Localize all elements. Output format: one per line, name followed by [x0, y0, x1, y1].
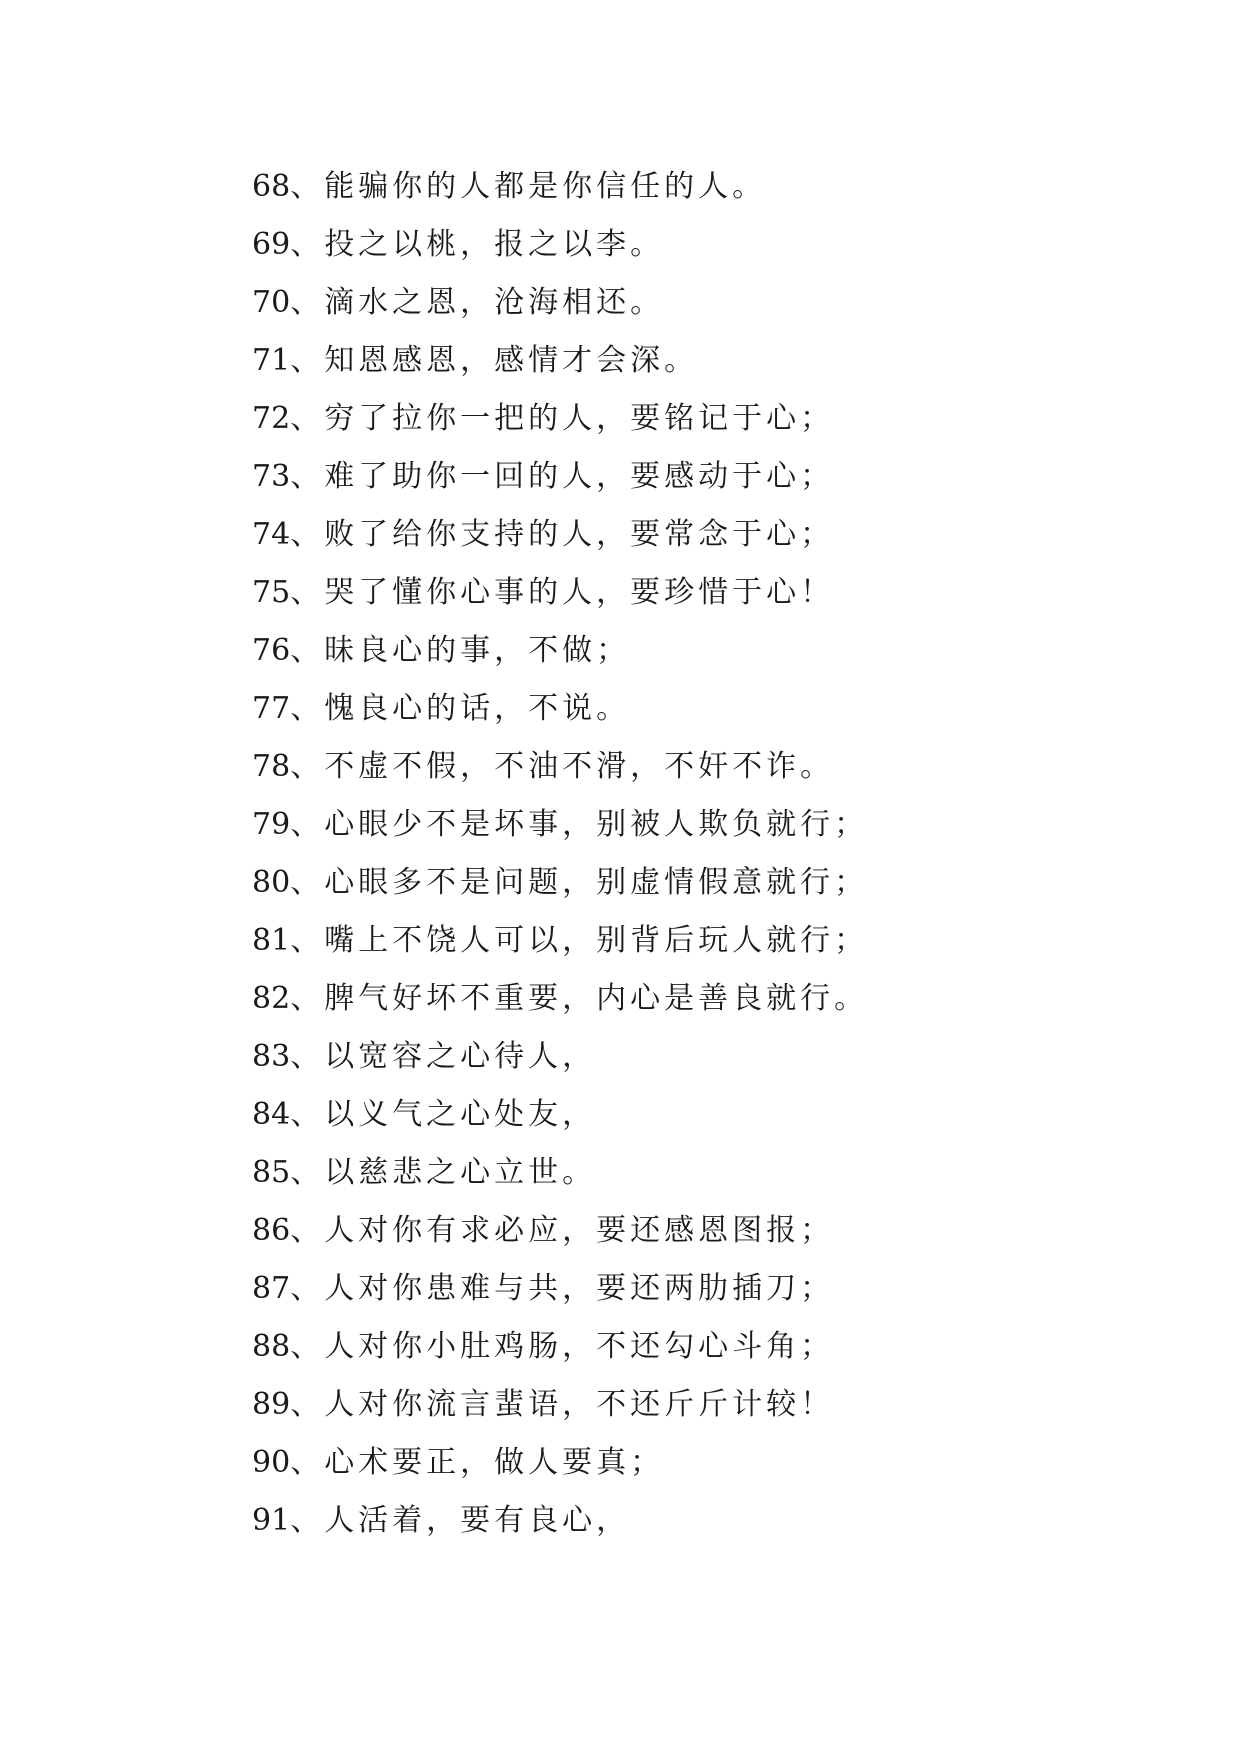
quote-number: 86 [252, 1213, 291, 1248]
quote-text: 投之以桃，报之以李。 [324, 227, 665, 262]
quote-line [252, 738, 868, 796]
quote-separator: 、 [290, 807, 325, 842]
quote-text: 以慈悲之心立世。 [324, 1155, 597, 1190]
quote-number: 76 [252, 633, 291, 668]
quote-line [252, 1492, 868, 1550]
quote-line [252, 1086, 868, 1144]
quote-separator: 、 [290, 1387, 325, 1422]
quote-separator: 、 [290, 691, 325, 726]
quote-separator: 、 [290, 923, 325, 958]
quote-separator: 、 [290, 575, 325, 610]
quote-number: 81 [252, 923, 291, 958]
quote-text: 穷了拉你一把的人，要铭记于心； [324, 401, 835, 436]
quote-number: 74 [252, 517, 291, 552]
quote-line [252, 216, 868, 274]
quote-separator: 、 [290, 981, 325, 1016]
quote-separator: 、 [290, 517, 325, 552]
quote-line [252, 158, 868, 216]
quote-number: 84 [252, 1097, 291, 1132]
quote-number: 72 [252, 401, 291, 436]
quote-line [252, 1434, 868, 1492]
quote-number: 91 [252, 1503, 291, 1538]
quote-line [252, 332, 868, 390]
quote-text: 难了助你一回的人，要感动于心； [324, 459, 835, 494]
quote-line [252, 680, 868, 738]
quote-separator: 、 [290, 285, 325, 320]
quote-text: 人对你患难与共，要还两肋插刀； [324, 1271, 835, 1306]
quote-text: 脾气好坏不重要，内心是善良就行。 [324, 981, 869, 1016]
quote-separator: 、 [290, 169, 325, 204]
quote-separator: 、 [290, 1329, 325, 1364]
quote-line [252, 854, 868, 912]
quote-number: 80 [252, 865, 291, 900]
quote-list [252, 158, 868, 1550]
quote-separator: 、 [290, 633, 325, 668]
quote-text: 人活着，要有良心， [324, 1503, 631, 1538]
quote-number: 70 [252, 285, 291, 320]
quote-separator: 、 [290, 1097, 325, 1132]
quote-line [252, 970, 868, 1028]
quote-separator: 、 [290, 459, 325, 494]
quote-number: 78 [252, 749, 291, 784]
quote-line [252, 622, 868, 680]
quote-text: 败了给你支持的人，要常念于心； [324, 517, 835, 552]
quote-number: 75 [252, 575, 291, 610]
quote-line [252, 448, 868, 506]
quote-number: 82 [252, 981, 291, 1016]
quote-text: 滴水之恩，沧海相还。 [324, 285, 665, 320]
quote-line [252, 564, 868, 622]
quote-text: 人对你有求必应，要还感恩图报； [324, 1213, 835, 1248]
quote-line [252, 912, 868, 970]
quote-line [252, 390, 868, 448]
quote-separator: 、 [290, 227, 325, 262]
quote-separator: 、 [290, 1213, 325, 1248]
quote-text: 心眼少不是坏事，别被人欺负就行； [324, 807, 869, 842]
quote-text: 哭了懂你心事的人，要珍惜于心！ [324, 575, 835, 610]
quote-line [252, 1144, 868, 1202]
quote-separator: 、 [290, 1271, 325, 1306]
quote-line [252, 1260, 868, 1318]
quote-line [252, 274, 868, 332]
quote-text: 知恩感恩，感情才会深。 [324, 343, 699, 378]
quote-separator: 、 [290, 1503, 325, 1538]
quote-number: 73 [252, 459, 291, 494]
quote-number: 69 [252, 227, 291, 262]
quote-number: 90 [252, 1445, 291, 1480]
quote-text: 能骗你的人都是你信任的人。 [324, 169, 767, 204]
quote-separator: 、 [290, 1445, 325, 1480]
quote-line [252, 1318, 868, 1376]
quote-number: 77 [252, 691, 291, 726]
quote-number: 68 [252, 169, 291, 204]
quote-text: 不虚不假，不油不滑，不奸不诈。 [324, 749, 835, 784]
quote-number: 71 [252, 343, 291, 378]
quote-number: 83 [252, 1039, 291, 1074]
quote-separator: 、 [290, 343, 325, 378]
quote-number: 87 [252, 1271, 291, 1306]
quote-separator: 、 [290, 1039, 325, 1074]
quote-line [252, 1202, 868, 1260]
quote-number: 89 [252, 1387, 291, 1422]
quote-separator: 、 [290, 1155, 325, 1190]
quote-separator: 、 [290, 401, 325, 436]
quote-separator: 、 [290, 749, 325, 784]
quote-text: 心眼多不是问题，别虚情假意就行； [324, 865, 869, 900]
quote-line [252, 1028, 868, 1086]
quote-line [252, 796, 868, 854]
quote-line [252, 506, 868, 564]
quote-text: 以宽容之心待人， [324, 1039, 597, 1074]
quote-number: 79 [252, 807, 291, 842]
quote-text: 心术要正，做人要真； [324, 1445, 665, 1480]
quote-text: 以义气之心处友， [324, 1097, 597, 1132]
quote-text: 嘴上不饶人可以，别背后玩人就行； [324, 923, 869, 958]
quote-text: 昧良心的事，不做； [324, 633, 631, 668]
quote-text: 愧良心的话，不说。 [324, 691, 631, 726]
quote-separator: 、 [290, 865, 325, 900]
quote-number: 85 [252, 1155, 291, 1190]
quote-text: 人对你流言蜚语，不还斤斤计较！ [324, 1387, 835, 1422]
quote-line [252, 1376, 868, 1434]
quote-number: 88 [252, 1329, 291, 1364]
quote-text: 人对你小肚鸡肠，不还勾心斗角； [324, 1329, 835, 1364]
